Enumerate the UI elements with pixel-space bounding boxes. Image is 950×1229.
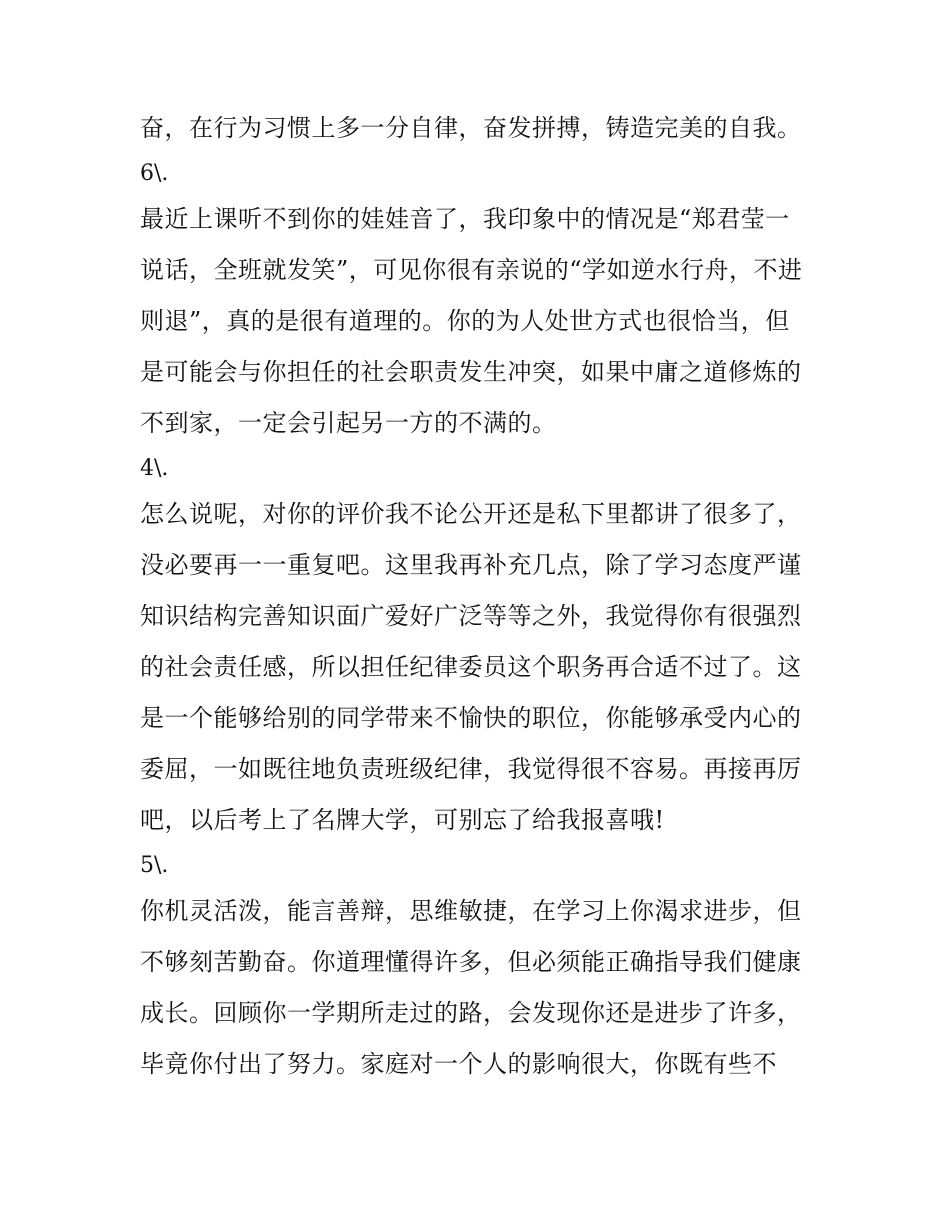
text-line: 没必要再一一重复吧。这里我再补充几点，除了学习态度严谨 [140,551,802,579]
document-body [140,103,820,1090]
text-line: 是一个能够给别的同学带来不愉快的职位，你能够承受内心的 [140,704,802,732]
text-line: 吧，以后考上了名牌大学，可别忘了给我报喜哦! [140,806,665,834]
text-line: 最近上课听不到你的娃娃音了，我印象中的情况是“郑君莹一 [140,205,790,233]
text-line: 则退”，真的是很有道理的。你的为人处世方式也很恰当，但 [140,307,790,335]
section-number: 6\. [140,161,169,186]
text-line: 不够刻苦勤奋。你道理懂得许多，但必须能正确指导我们健康 [140,948,802,976]
text-line: 委屈，一如既往地负责班级纪律，我觉得很不容易。再接再厉 [140,755,802,783]
text-line: 不到家，一定会引起另一方的不满的。 [140,409,557,437]
text-line: 是可能会与你担任的社会职责发生冲突，如果中庸之道修炼的 [140,358,802,386]
text-line: 说话，全班就发笑”，可见你很有亲说的“学如逆水行舟，不进 [140,256,803,284]
text-line: 你机灵活泼，能言善辩，思维敏捷，在学习上你渴求进步，但 [140,897,802,925]
text-line: 怎么说呢，对你的评价我不论公开还是私下里都讲了很多了， [140,500,802,528]
text-line: 奋，在行为习惯上多一分自律，奋发拼搏，铸造完美的自我。 [140,114,802,142]
text-line: 毕竟你付出了努力。家庭对一个人的影响很大，你既有些不 [140,1050,777,1078]
text-line: 知识结构完善知识面广爱好广泛等等之外，我觉得你有很强烈 [140,602,802,630]
section-number: 5\. [140,853,169,878]
section-number: 4\. [140,456,169,481]
text-line: 成长。回顾你一学期所走过的路，会发现你还是进步了许多， [140,999,802,1027]
text-line: 的社会责任感，所以担任纪律委员这个职务再合适不过了。这 [140,653,802,681]
